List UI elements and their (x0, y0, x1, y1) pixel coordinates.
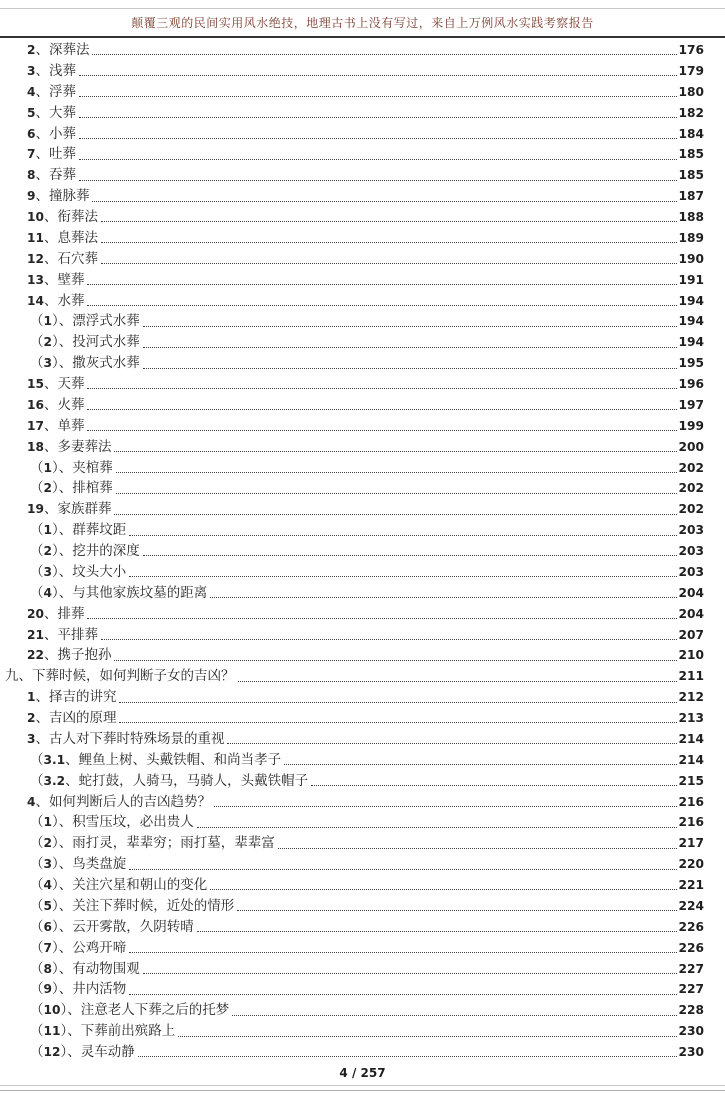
toc-entry[interactable] (0, 520, 704, 541)
toc-page-number: 203 (678, 523, 704, 538)
toc-entry[interactable] (0, 311, 704, 332)
toc-entry-label: 4、浮葬 (27, 83, 76, 100)
toc-entry-label: 14、水葬 (27, 292, 85, 309)
top-rule (0, 8, 725, 9)
toc-entry[interactable] (0, 458, 704, 479)
bottom-rule-2 (0, 1090, 725, 1091)
toc-page-number: 226 (678, 919, 704, 934)
toc-list (0, 40, 704, 1063)
toc-page-number: 227 (678, 961, 704, 976)
toc-page-number: 185 (678, 168, 704, 183)
toc-page-number: 202 (678, 502, 704, 517)
toc-page-number: 204 (678, 585, 704, 600)
toc-entry-label: 3、古人对下葬时特殊场景的重视 (27, 730, 225, 747)
toc-leader-dots (116, 687, 678, 708)
toc-entry[interactable] (0, 124, 704, 145)
toc-entry-label: 6、小葬 (27, 125, 76, 142)
toc-entry[interactable] (0, 833, 704, 854)
toc-entry[interactable] (0, 625, 704, 646)
toc-leader-dots (126, 979, 678, 1000)
toc-leader-dots (84, 395, 678, 416)
toc-leader-dots (140, 541, 679, 562)
toc-leader-dots (98, 228, 679, 249)
toc-entry-label: （12）、灵车动静 (30, 1044, 135, 1060)
toc-page-number: 214 (678, 731, 704, 746)
toc-entry-label: 11、息葬法 (27, 229, 98, 246)
toc-page-number: 194 (678, 293, 704, 308)
toc-entry-label: 8、吞葬 (27, 167, 76, 184)
toc-entry-label: （1）、漂浮式水葬 (30, 313, 140, 330)
toc-page-number: 211 (678, 669, 704, 684)
toc-page-number: 217 (678, 836, 704, 851)
toc-page-number: 212 (678, 690, 704, 705)
toc-leader-dots (140, 959, 679, 980)
toc-leader-dots (89, 186, 678, 207)
toc-entry-label: 13、壁葬 (27, 271, 85, 288)
toc-leader-dots (111, 499, 678, 520)
toc-entry[interactable] (0, 332, 704, 353)
toc-entry[interactable] (0, 291, 704, 312)
toc-page-number: 228 (678, 1003, 704, 1018)
toc-entry[interactable] (0, 144, 704, 165)
toc-page-number: 200 (678, 439, 704, 454)
toc-entry-label: （6）、云开雾散，久阴转晴 (30, 918, 194, 935)
toc-page-number: 184 (678, 126, 704, 141)
toc-entry[interactable] (0, 1021, 704, 1042)
toc-page-number: 196 (678, 377, 704, 391)
toc-page-number: 180 (678, 84, 704, 99)
toc-entry-label: 9、撞脉葬 (27, 188, 90, 205)
toc-page-number: 194 (678, 335, 704, 350)
toc-entry-label: 16、火葬 (27, 396, 85, 413)
toc-page-number: 230 (678, 1024, 704, 1039)
toc-entry-label: （1）、积雪压坟，必出贵人 (30, 814, 194, 831)
toc-leader-dots (281, 750, 678, 771)
toc-leader-dots (194, 917, 679, 938)
toc-page-number: 189 (678, 230, 704, 245)
toc-leader-dots (84, 416, 678, 437)
toc-page-number: 226 (678, 940, 704, 955)
footer-page-indicator: 4 / 257 (339, 1066, 386, 1080)
toc-entry-label: 12、石穴葬 (27, 250, 98, 267)
toc-page-number: 230 (678, 1045, 704, 1059)
toc-entry[interactable] (0, 812, 704, 833)
toc-entry-label: （9）、井内活物 (30, 981, 127, 998)
toc-entry-label: （4）、与其他家族坟墓的距离 (30, 584, 208, 601)
toc-entry[interactable] (0, 395, 704, 416)
toc-leader-dots (275, 833, 679, 854)
toc-page-number: 199 (678, 418, 704, 433)
toc-entry-label: （2）、投河式水葬 (30, 334, 140, 351)
toc-leader-dots (116, 708, 678, 729)
toc-leader-dots (76, 165, 679, 186)
toc-page-number: 214 (678, 752, 704, 767)
toc-entry-label: 20、排葬 (27, 605, 85, 622)
toc-page-number: 210 (678, 648, 704, 663)
page-header (0, 14, 725, 31)
toc-entry[interactable] (0, 499, 704, 520)
toc-leader-dots (175, 1021, 678, 1042)
toc-entry-label: 5、大葬 (27, 104, 76, 121)
toc-entry-label: （3）、鸟类盘旋 (30, 856, 127, 873)
toc-entry-label: 7、吐葬 (27, 146, 76, 163)
toc-leader-dots (211, 792, 679, 813)
toc-leader-dots (98, 207, 679, 228)
toc-leader-dots (113, 478, 679, 499)
toc-entry[interactable] (0, 228, 704, 249)
toc-entry-label: （3）、坟头大小 (30, 563, 127, 580)
toc-page-number: 191 (678, 272, 704, 287)
toc-leader-dots (140, 311, 679, 332)
toc-leader-dots (140, 332, 679, 353)
toc-entry[interactable] (0, 959, 704, 980)
toc-entry[interactable] (0, 541, 704, 562)
toc-entry-label: （3）、撒灰式水葬 (30, 355, 140, 372)
toc-page-number: 213 (678, 711, 704, 725)
toc-entry[interactable] (0, 165, 704, 186)
toc-entry-label: 4、如何判断后人的吉凶趋势？ (27, 793, 211, 810)
toc-page-number: 179 (678, 63, 704, 78)
toc-entry[interactable] (0, 729, 704, 750)
toc-leader-dots (126, 854, 678, 875)
toc-entry[interactable] (0, 478, 704, 499)
toc-entry[interactable] (0, 40, 704, 61)
toc-entry-label: （8）、有动物围观 (30, 960, 140, 977)
toc-page-number: 227 (678, 982, 704, 997)
toc-page-number: 197 (678, 397, 704, 412)
toc-entry-label: 22、携子抱孙 (27, 647, 112, 664)
toc-entry-label: （2）、排棺葬 (30, 480, 113, 497)
toc-page-number: 207 (678, 627, 704, 642)
toc-entry-label: 九、下葬时候，如何判断子女的吉凶？ (5, 668, 235, 685)
toc-leader-dots (89, 40, 678, 61)
toc-entry-label: 21、平排葬 (27, 626, 98, 643)
toc-leader-dots (98, 249, 679, 270)
toc-entry[interactable] (0, 583, 704, 604)
toc-entry[interactable] (0, 645, 704, 666)
toc-entry-label: 2、吉凶的原理 (27, 710, 117, 726)
toc-entry-label: （3.1、鲤鱼上树、头戴铁帽、和尚当孝子 (30, 751, 282, 768)
toc-leader-dots (229, 1000, 678, 1021)
toc-page-number: 202 (678, 481, 704, 496)
toc-page-number: 202 (678, 460, 704, 475)
toc-leader-dots (207, 875, 678, 896)
toc-entry-label: （3.2、蛇打鼓，人骑马，马骑人，头戴铁帽子 (30, 772, 309, 789)
toc-page-number: 203 (678, 544, 704, 558)
toc-page-number: 176 (678, 43, 704, 57)
toc-entry-label: 1、择吉的讲究 (27, 689, 117, 706)
toc-leader-dots (84, 291, 678, 312)
toc-entry[interactable] (0, 792, 704, 813)
toc-entry[interactable] (0, 875, 704, 896)
toc-leader-dots (224, 729, 678, 750)
toc-entry[interactable] (0, 416, 704, 437)
toc-leader-dots (84, 270, 678, 291)
toc-leader-dots (126, 938, 678, 959)
toc-entry-label: 18、多妻葬法 (27, 438, 112, 455)
toc-page-number: 185 (678, 147, 704, 162)
toc-page-number: 216 (678, 815, 704, 830)
toc-entry[interactable] (0, 437, 704, 458)
toc-entry[interactable] (0, 249, 704, 270)
toc-entry-label: （7）、公鸡开啼 (30, 939, 127, 956)
toc-page-number: 221 (678, 878, 704, 892)
toc-leader-dots (76, 144, 679, 165)
toc-leader-dots (76, 124, 679, 145)
toc-entry-label: 2、深葬法 (27, 42, 90, 58)
toc-entry[interactable] (0, 666, 704, 687)
toc-entry[interactable] (0, 896, 704, 917)
toc-page-number: 187 (678, 189, 704, 204)
toc-leader-dots (84, 374, 678, 395)
toc-entry-label: 19、家族群葬 (27, 501, 112, 518)
toc-entry[interactable] (0, 979, 704, 1000)
toc-entry[interactable] (0, 61, 704, 82)
toc-entry-label: （2）、雨打灵，辈辈穷；雨打墓，辈辈富 (30, 835, 275, 852)
toc-leader-dots (235, 666, 679, 687)
page-footer (0, 1066, 725, 1080)
toc-entry[interactable] (0, 186, 704, 207)
toc-leader-dots (84, 604, 678, 625)
toc-leader-dots (98, 625, 679, 646)
toc-leader-dots (76, 82, 679, 103)
toc-page-number: 188 (678, 210, 704, 224)
toc-entry[interactable] (0, 270, 704, 291)
toc-entry[interactable] (0, 353, 704, 374)
toc-leader-dots (308, 771, 678, 792)
toc-leader-dots (76, 103, 679, 124)
toc-leader-dots (76, 61, 679, 82)
header-title: 颠覆三观的民间实用风水绝技，地理古书上没有写过，来自上万例风水实践考察报告 (131, 16, 594, 30)
toc-leader-dots (126, 520, 678, 541)
toc-entry-label: （1）、群葬坟距 (30, 522, 127, 539)
toc-page-number: 216 (678, 794, 704, 809)
toc-entry-label: （11）、下葬前出殡路上 (30, 1023, 176, 1040)
toc-entry[interactable] (0, 771, 704, 792)
toc-entry-label: （1）、夹棺葬 (30, 459, 113, 476)
toc-leader-dots (126, 562, 678, 583)
toc-leader-dots (194, 812, 679, 833)
toc-entry-label: （2）、挖井的深度 (30, 543, 140, 559)
toc-entry-label: 10、衔葬法 (27, 209, 98, 225)
toc-entry[interactable] (0, 604, 704, 625)
toc-entry[interactable] (0, 854, 704, 875)
toc-page-number: 204 (678, 606, 704, 621)
toc-leader-dots (207, 583, 678, 604)
toc-page-number: 203 (678, 564, 704, 579)
toc-leader-dots (234, 896, 678, 917)
header-rule (0, 36, 725, 38)
toc-entry-label: 15、天葬 (27, 376, 85, 392)
toc-entry-label: （5）、关注下葬时候，近处的情形 (30, 897, 235, 914)
toc-entry[interactable] (0, 687, 704, 708)
toc-page-number: 224 (678, 898, 704, 913)
toc-entry-label: （4）、关注穴星和朝山的变化 (30, 877, 208, 893)
toc-entry-label: （10）、注意老人下葬之后的托梦 (30, 1002, 230, 1019)
toc-leader-dots (111, 645, 678, 666)
toc-entry[interactable] (0, 708, 704, 729)
toc-leader-dots (113, 458, 679, 479)
toc-entry-label: 3、浅葬 (27, 62, 76, 79)
toc-entry[interactable] (0, 82, 704, 103)
toc-entry-label: 17、单葬 (27, 417, 85, 434)
toc-leader-dots (140, 353, 679, 374)
toc-page-number: 194 (678, 314, 704, 329)
toc-entry[interactable] (0, 1042, 704, 1063)
toc-page-number: 195 (678, 356, 704, 371)
toc-leader-dots (135, 1042, 679, 1063)
toc-entry[interactable] (0, 750, 704, 771)
bottom-rule-1 (0, 1085, 725, 1086)
toc-entry[interactable] (0, 917, 704, 938)
toc-entry[interactable] (0, 207, 704, 228)
toc-entry[interactable] (0, 1000, 704, 1021)
toc-entry[interactable] (0, 374, 704, 395)
toc-page-number: 220 (678, 857, 704, 872)
toc-entry[interactable] (0, 562, 704, 583)
toc-entry[interactable] (0, 103, 704, 124)
toc-entry[interactable] (0, 938, 704, 959)
toc-page-number: 215 (678, 773, 704, 788)
toc-page-number: 182 (678, 105, 704, 120)
toc-page-number: 190 (678, 251, 704, 266)
toc-leader-dots (111, 437, 678, 458)
